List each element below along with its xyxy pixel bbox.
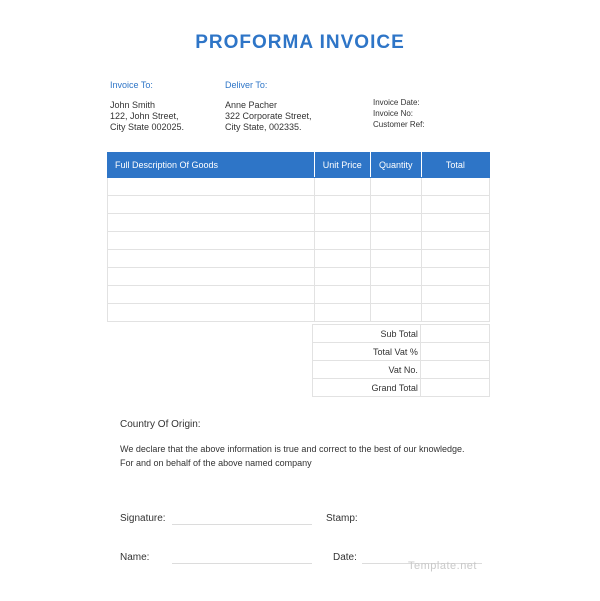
table-row (108, 286, 490, 304)
name-label: Name: (120, 552, 150, 563)
page-title: PROFORMA INVOICE (195, 32, 405, 53)
invoice-meta (373, 97, 425, 130)
description-cell[interactable] (108, 178, 315, 196)
signature-line[interactable] (172, 524, 312, 525)
table-row (108, 178, 490, 196)
items-header-row (108, 153, 490, 178)
grand-total-value[interactable] (420, 379, 489, 397)
totals-row (313, 343, 490, 361)
header-unit-price: Unit Price (314, 153, 370, 178)
invoice-to-label: Invoice To: (110, 80, 153, 90)
quantity-cell[interactable] (370, 304, 421, 322)
deliver-to-street: 322 Corporate Street, (225, 111, 312, 121)
table-row (108, 214, 490, 232)
table-row (108, 268, 490, 286)
total-cell[interactable] (421, 214, 489, 232)
vat-no-value[interactable] (420, 361, 489, 379)
unit-price-cell[interactable] (314, 196, 370, 214)
total-vat-label: Total Vat % (313, 343, 421, 361)
unit-price-cell[interactable] (314, 304, 370, 322)
totals-row (313, 379, 490, 397)
name-line[interactable] (172, 563, 312, 564)
total-cell[interactable] (421, 232, 489, 250)
totals-row (313, 361, 490, 379)
country-of-origin-label: Country Of Origin: (120, 419, 201, 430)
header-description: Full Description Of Goods (108, 153, 315, 178)
invoice-to-city: City State 002025. (110, 122, 185, 132)
total-cell[interactable] (421, 196, 489, 214)
table-row (108, 304, 490, 322)
invoice-date-label: Invoice Date: (373, 98, 420, 107)
items-table (107, 152, 490, 322)
total-cell[interactable] (421, 178, 489, 196)
invoice-no-label: Invoice No: (373, 109, 414, 118)
table-row (108, 196, 490, 214)
quantity-cell[interactable] (370, 250, 421, 268)
description-cell[interactable] (108, 286, 315, 304)
header-total: Total (421, 153, 489, 178)
invoice-to-street: 122, John Street, (110, 111, 179, 121)
table-row (108, 250, 490, 268)
deliver-to-city: City State, 002335. (225, 122, 302, 132)
unit-price-cell[interactable] (314, 232, 370, 250)
description-cell[interactable] (108, 304, 315, 322)
unit-price-cell[interactable] (314, 178, 370, 196)
total-cell[interactable] (421, 268, 489, 286)
date-label: Date: (333, 552, 357, 563)
quantity-cell[interactable] (370, 286, 421, 304)
total-cell[interactable] (421, 286, 489, 304)
quantity-cell[interactable] (370, 178, 421, 196)
invoice-to-name: John Smith (110, 100, 156, 110)
vat-no-label: Vat No. (313, 361, 421, 379)
total-cell[interactable] (421, 250, 489, 268)
unit-price-cell[interactable] (314, 268, 370, 286)
template-watermark: Template.net (408, 560, 477, 572)
description-cell[interactable] (108, 196, 315, 214)
description-cell[interactable] (108, 268, 315, 286)
customer-ref-label: Customer Ref: (373, 120, 425, 129)
declaration-text: We declare that the above information is true and correct to the best of our knowledge. For and on behalf of the above named company (120, 444, 465, 468)
description-cell[interactable] (108, 232, 315, 250)
quantity-cell[interactable] (370, 196, 421, 214)
description-cell[interactable] (108, 250, 315, 268)
totals-table (312, 324, 490, 397)
total-vat-value[interactable] (420, 343, 489, 361)
signature-label: Signature: (120, 513, 166, 524)
totals-row (313, 325, 490, 343)
stamp-label: Stamp: (326, 513, 358, 524)
deliver-to-label: Deliver To: (225, 80, 268, 90)
sub-total-value[interactable] (420, 325, 489, 343)
unit-price-cell[interactable] (314, 214, 370, 232)
unit-price-cell[interactable] (314, 286, 370, 304)
quantity-cell[interactable] (370, 232, 421, 250)
quantity-cell[interactable] (370, 214, 421, 232)
unit-price-cell[interactable] (314, 250, 370, 268)
table-row (108, 232, 490, 250)
total-cell[interactable] (421, 304, 489, 322)
grand-total-label: Grand Total (313, 379, 421, 397)
deliver-to-block (225, 80, 312, 133)
description-cell[interactable] (108, 214, 315, 232)
deliver-to-name: Anne Pacher (225, 100, 278, 110)
sub-total-label: Sub Total (313, 325, 421, 343)
invoice-to-block (110, 80, 184, 133)
header-quantity: Quantity (370, 153, 421, 178)
quantity-cell[interactable] (370, 268, 421, 286)
